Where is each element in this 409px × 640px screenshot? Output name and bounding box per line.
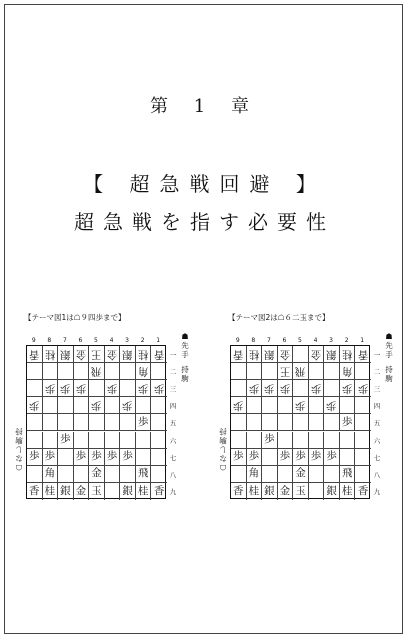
board-piece: 飛 bbox=[340, 466, 356, 483]
board-square bbox=[105, 432, 121, 449]
board-square bbox=[262, 466, 278, 483]
board-piece: 歩 bbox=[120, 449, 136, 466]
board-square bbox=[151, 363, 167, 380]
board-piece: 角 bbox=[136, 363, 152, 380]
gote-hand: 持 駒 なし ☖ bbox=[15, 427, 23, 472]
row-number: 六 bbox=[373, 436, 381, 445]
board-square bbox=[293, 346, 309, 363]
board-piece: 歩 bbox=[293, 449, 309, 466]
column-number: 5 bbox=[298, 337, 302, 344]
chapter-heading: 第 1 章 bbox=[150, 96, 259, 117]
board-square bbox=[105, 363, 121, 380]
board-piece: 桂 bbox=[136, 483, 152, 500]
board-piece: 歩 bbox=[89, 397, 105, 414]
board-piece: 歩 bbox=[309, 449, 325, 466]
row-number: 六 bbox=[169, 436, 177, 445]
board-piece: 金 bbox=[74, 483, 90, 500]
board-piece: 銀 bbox=[120, 346, 136, 363]
chapter-subtitle: 超急戦を指す必要性 bbox=[74, 210, 335, 234]
board-piece: 銀 bbox=[58, 483, 74, 500]
board-square bbox=[247, 432, 263, 449]
board-square bbox=[247, 414, 263, 431]
board-piece: 歩 bbox=[74, 380, 90, 397]
board-piece: 王 bbox=[278, 363, 294, 380]
board-square bbox=[120, 466, 136, 483]
row-number: 八 bbox=[169, 470, 177, 479]
board-square bbox=[58, 363, 74, 380]
shogi-diagram-1 bbox=[15, 312, 198, 502]
row-number: 四 bbox=[169, 402, 177, 411]
board-piece: 香 bbox=[151, 346, 167, 363]
board-piece: 歩 bbox=[278, 380, 294, 397]
board-square bbox=[278, 414, 294, 431]
board-piece: 歩 bbox=[293, 397, 309, 414]
board-square bbox=[58, 414, 74, 431]
shogi-board bbox=[26, 345, 166, 499]
board-square bbox=[74, 397, 90, 414]
board-square bbox=[324, 414, 340, 431]
board-square bbox=[278, 432, 294, 449]
board-square bbox=[355, 449, 371, 466]
board-piece: 金 bbox=[293, 466, 309, 483]
column-number: 3 bbox=[329, 337, 333, 344]
board-square bbox=[262, 414, 278, 431]
board-square bbox=[136, 397, 152, 414]
board-piece: 歩 bbox=[136, 380, 152, 397]
column-number: 1 bbox=[360, 337, 365, 344]
shogi-board bbox=[230, 345, 370, 499]
shogi-diagram-2 bbox=[219, 312, 402, 502]
board-piece: 歩 bbox=[105, 449, 121, 466]
board-piece: 飛 bbox=[89, 363, 105, 380]
board-piece: 角 bbox=[247, 466, 263, 483]
row-number: 七 bbox=[373, 453, 381, 462]
board-piece: 歩 bbox=[151, 380, 167, 397]
board-square bbox=[309, 363, 325, 380]
board-square bbox=[293, 432, 309, 449]
board-piece: 歩 bbox=[324, 449, 340, 466]
board-square bbox=[120, 363, 136, 380]
board-square bbox=[43, 397, 59, 414]
row-number: 五 bbox=[373, 419, 381, 428]
gote-hand: 持 駒 なし ☖ bbox=[219, 427, 227, 472]
board-square bbox=[309, 432, 325, 449]
board-piece: 歩 bbox=[231, 449, 247, 466]
board-piece: 歩 bbox=[340, 414, 356, 431]
row-number: 四 bbox=[373, 402, 381, 411]
board-square bbox=[89, 414, 105, 431]
sente-hand: ☗ 先 手 持 駒 bbox=[385, 332, 393, 383]
board-square bbox=[27, 380, 43, 397]
column-number: 2 bbox=[344, 337, 349, 344]
board-piece: 歩 bbox=[262, 380, 278, 397]
board-square bbox=[105, 466, 121, 483]
row-number: 一 bbox=[373, 351, 381, 359]
board-piece: 飛 bbox=[293, 363, 309, 380]
row-number: 三 bbox=[373, 385, 381, 394]
board-square bbox=[262, 449, 278, 466]
row-number: 二 bbox=[373, 368, 381, 377]
board-piece: 金 bbox=[278, 346, 294, 363]
board-square bbox=[74, 414, 90, 431]
diagram-label: 【テーマ図1は☖９四歩まで】 bbox=[24, 313, 126, 322]
column-number: 6 bbox=[282, 337, 287, 344]
board-square bbox=[58, 449, 74, 466]
board-square bbox=[58, 397, 74, 414]
board-piece: 銀 bbox=[262, 346, 278, 363]
board-piece: 金 bbox=[74, 346, 90, 363]
board-piece: 歩 bbox=[231, 397, 247, 414]
board-piece: 桂 bbox=[136, 346, 152, 363]
board-square bbox=[324, 363, 340, 380]
board-piece: 香 bbox=[153, 485, 165, 498]
board-square bbox=[120, 432, 136, 449]
board-piece: 香 bbox=[355, 346, 371, 363]
board-square bbox=[309, 466, 325, 483]
board-square bbox=[151, 432, 167, 449]
board-piece: 歩 bbox=[262, 432, 278, 449]
board-piece: 銀 bbox=[324, 346, 340, 363]
board-square bbox=[355, 414, 371, 431]
board-square bbox=[43, 432, 59, 449]
board-piece: 歩 bbox=[355, 380, 371, 397]
board-piece: 歩 bbox=[43, 449, 59, 466]
row-number: 三 bbox=[169, 385, 177, 394]
board-piece: 歩 bbox=[27, 449, 43, 466]
board-piece: 玉 bbox=[89, 483, 105, 500]
board-square bbox=[340, 449, 356, 466]
board-square bbox=[324, 466, 340, 483]
board-piece: 金 bbox=[309, 346, 325, 363]
board-piece: 歩 bbox=[340, 380, 356, 397]
board-piece: 角 bbox=[340, 363, 356, 380]
board-piece: 香 bbox=[231, 346, 247, 363]
board-piece: 王 bbox=[89, 346, 105, 363]
column-number: 9 bbox=[235, 337, 240, 344]
board-square bbox=[120, 414, 136, 431]
board-square bbox=[27, 432, 43, 449]
board-square bbox=[309, 397, 325, 414]
column-number: 9 bbox=[31, 337, 36, 344]
board-square bbox=[74, 432, 90, 449]
board-piece: 香 bbox=[357, 485, 369, 498]
board-piece: 歩 bbox=[74, 449, 90, 466]
column-number: 2 bbox=[140, 337, 145, 344]
board-piece: 桂 bbox=[43, 483, 59, 500]
column-number: 7 bbox=[266, 337, 271, 344]
board-piece: 桂 bbox=[340, 346, 356, 363]
board-piece: 歩 bbox=[43, 380, 59, 397]
board-piece: 金 bbox=[278, 483, 294, 500]
board-square bbox=[105, 414, 121, 431]
board-square bbox=[136, 432, 152, 449]
board-piece: 玉 bbox=[293, 483, 309, 500]
board-piece: 銀 bbox=[58, 346, 74, 363]
board-square bbox=[27, 466, 43, 483]
column-number: 8 bbox=[47, 337, 52, 344]
board-square bbox=[278, 397, 294, 414]
board-square bbox=[247, 397, 263, 414]
board-piece: 歩 bbox=[105, 380, 121, 397]
board-square bbox=[355, 397, 371, 414]
board-piece: 歩 bbox=[247, 380, 263, 397]
board-square bbox=[293, 380, 309, 397]
row-number: 一 bbox=[169, 351, 177, 359]
board-piece: 角 bbox=[43, 466, 59, 483]
board-square bbox=[309, 414, 325, 431]
sente-hand: ☗ 先 手 持 駒 bbox=[181, 332, 189, 383]
board-square bbox=[324, 380, 340, 397]
board-square bbox=[231, 466, 247, 483]
board-piece: 桂 bbox=[340, 483, 356, 500]
board-piece: 銀 bbox=[324, 483, 340, 500]
board-piece: 歩 bbox=[27, 397, 43, 414]
column-number: 7 bbox=[62, 337, 67, 344]
board-square bbox=[89, 432, 105, 449]
board-piece: 歩 bbox=[247, 449, 263, 466]
column-number: 1 bbox=[156, 337, 161, 344]
board-piece: 桂 bbox=[43, 346, 59, 363]
board-square bbox=[27, 414, 43, 431]
column-number: 8 bbox=[251, 337, 256, 344]
board-square bbox=[151, 414, 167, 431]
board-square bbox=[340, 397, 356, 414]
board-piece: 歩 bbox=[58, 380, 74, 397]
board-square bbox=[136, 449, 152, 466]
board-piece: 桂 bbox=[247, 483, 263, 500]
row-number: 二 bbox=[169, 368, 177, 377]
chapter-title: 【 超急戦回避 】 bbox=[83, 172, 326, 196]
board-piece: 歩 bbox=[58, 432, 74, 449]
row-number: 八 bbox=[373, 470, 381, 479]
board-piece: 銀 bbox=[120, 483, 136, 500]
row-number: 七 bbox=[169, 453, 177, 462]
board-square bbox=[355, 363, 371, 380]
board-square bbox=[262, 397, 278, 414]
board-square bbox=[58, 466, 74, 483]
board-square bbox=[151, 449, 167, 466]
board-square bbox=[105, 397, 121, 414]
row-number: 五 bbox=[169, 419, 177, 428]
board-square bbox=[340, 432, 356, 449]
column-number: 3 bbox=[125, 337, 129, 344]
column-number: 6 bbox=[78, 337, 83, 344]
board-piece: 歩 bbox=[278, 449, 294, 466]
board-square bbox=[120, 380, 136, 397]
board-square bbox=[43, 363, 59, 380]
board-piece: 金 bbox=[89, 466, 105, 483]
board-square bbox=[324, 432, 340, 449]
board-square bbox=[355, 432, 371, 449]
board-square bbox=[231, 363, 247, 380]
row-number: 九 bbox=[169, 487, 177, 496]
board-piece: 歩 bbox=[324, 397, 340, 414]
board-piece: 飛 bbox=[136, 466, 152, 483]
board-square bbox=[262, 363, 278, 380]
column-number: 4 bbox=[313, 337, 318, 344]
board-square bbox=[278, 466, 294, 483]
board-square bbox=[247, 363, 263, 380]
board-square bbox=[231, 414, 247, 431]
board-piece: 歩 bbox=[309, 380, 325, 397]
board-piece: 香 bbox=[27, 346, 43, 363]
board-piece: 歩 bbox=[120, 397, 136, 414]
board-square bbox=[151, 397, 167, 414]
board-square bbox=[105, 483, 121, 500]
board-square bbox=[231, 380, 247, 397]
board-square bbox=[74, 363, 90, 380]
column-number: 4 bbox=[109, 337, 114, 344]
diagram-label: 【テーマ図2は☖６二玉まで】 bbox=[228, 313, 330, 322]
board-piece: 歩 bbox=[136, 414, 152, 431]
board-square bbox=[43, 414, 59, 431]
board-piece: 金 bbox=[105, 346, 121, 363]
board-piece: 歩 bbox=[89, 449, 105, 466]
board-piece: 銀 bbox=[262, 483, 278, 500]
row-number: 九 bbox=[373, 487, 381, 496]
board-square bbox=[231, 432, 247, 449]
board-square bbox=[355, 466, 371, 483]
board-square bbox=[74, 466, 90, 483]
board-square bbox=[293, 414, 309, 431]
board-square bbox=[151, 466, 167, 483]
board-square bbox=[89, 380, 105, 397]
board-piece: 香 bbox=[27, 483, 43, 500]
column-number: 5 bbox=[94, 337, 98, 344]
board-piece: 桂 bbox=[247, 346, 263, 363]
board-piece: 香 bbox=[231, 483, 247, 500]
board-square bbox=[27, 363, 43, 380]
board-square bbox=[309, 483, 325, 500]
